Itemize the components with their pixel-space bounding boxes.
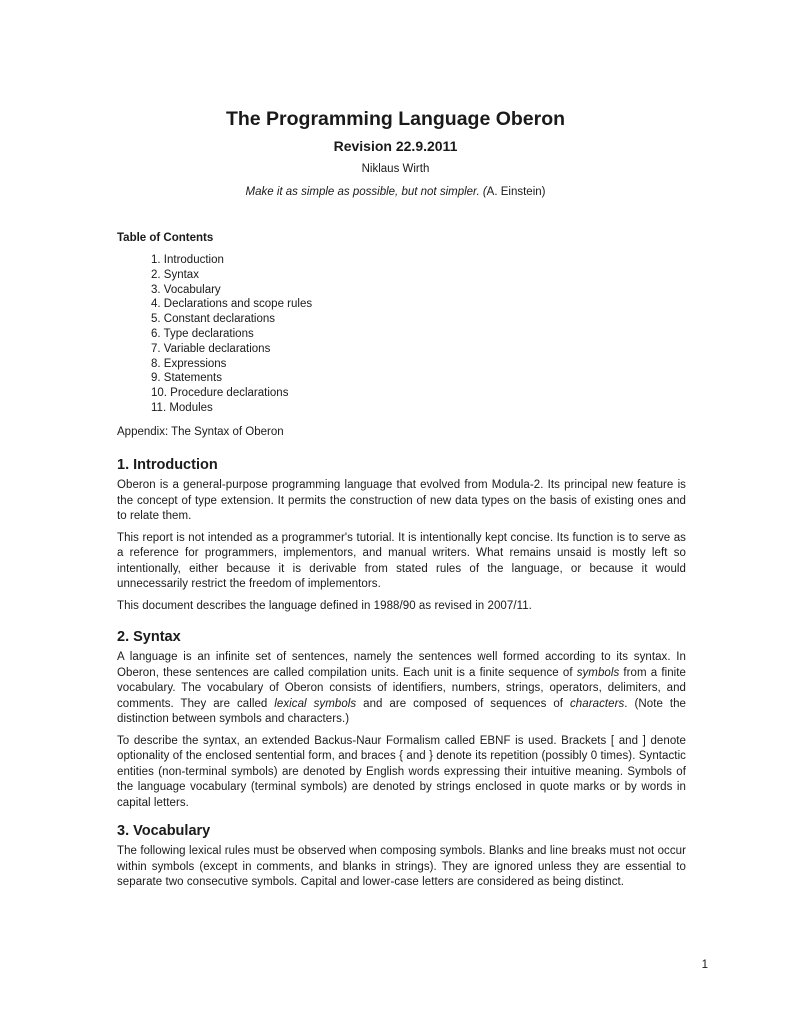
toc-heading: Table of Contents xyxy=(117,232,214,244)
document-author: Niklaus Wirth xyxy=(361,163,430,175)
paragraph: This report is not intended as a programmer's tutorial. It is intentionally kept concise. Its function is to serve as a reference for programmers, implementors, and manual writers. What remains unsaid is mostly left so intentionally, either because it is derivable from stated rules of the language, or because it would unnecessarily restrict the freedom of implementors. xyxy=(117,531,686,590)
paragraph xyxy=(117,650,686,728)
toc-item: 5. Constant declarations xyxy=(151,313,276,326)
emphasis-characters: characters xyxy=(570,697,625,710)
toc-item: 6. Type declarations xyxy=(151,327,254,340)
paragraph: The following lexical rules must be observed when composing symbols. Blanks and line breaks must not occur within symbols (except in comments, and blanks in strings). They are ignored unless they are essential to separate two consecutive symbols. Capital and lower-case letters are considered as being distinct. xyxy=(117,845,686,888)
text-run: A language is an infinite set of sentences, namely the sentences well formed according to its syntax. In Oberon, these sentences are called compilation units. Each unit is a finite sequence of xyxy=(117,651,686,679)
paragraph: This document describes the language defined in 1988/90 as revised in 2007/11. xyxy=(117,599,532,612)
toc-appendix: Appendix: The Syntax of Oberon xyxy=(117,426,284,438)
document-revision: Revision 22.9.2011 xyxy=(333,138,458,154)
toc-item: 4. Declarations and scope rules xyxy=(151,298,313,311)
epigraph xyxy=(0,185,791,200)
section-introduction xyxy=(117,456,686,620)
toc-list xyxy=(151,253,312,416)
page-number: 1 xyxy=(701,959,708,971)
section-syntax xyxy=(117,628,686,817)
toc-item: 10. Procedure declarations xyxy=(151,387,289,400)
toc-item: 9. Statements xyxy=(151,372,222,385)
paragraph: To describe the syntax, an extended Backus-Naur Formalism called EBNF is used. Brackets [ and ] denote optionality of the enclosed sentential form, and braces { and } denote its repetition (possibly 0 times). Syntactic entities (non-terminal symbols) are denoted by English words expressing their intuitive meaning. Symbols of the language vocabulary (terminal symbols) are denoted by strings enclosed in quote marks or by words in capital letters. xyxy=(117,734,686,809)
toc-item: 2. Syntax xyxy=(151,268,199,281)
text-run: from a finite vocabulary. The vocabulary of Oberon consists of identifiers, numbers, strings, operators, delimiters, and comments. They are called xyxy=(117,666,686,710)
toc-item: 7. Variable declarations xyxy=(151,342,271,355)
section-heading: 2. Syntax xyxy=(117,629,181,645)
section-heading: 3. Vocabulary xyxy=(117,823,211,839)
section-vocabulary xyxy=(117,822,686,897)
emphasis-lexical-symbols: lexical symbols xyxy=(274,697,357,710)
toc-item: 11. Modules xyxy=(151,401,213,414)
paragraph: Oberon is a general-purpose programming language that evolved from Modula-2. Its principal new feature is the concept of type extension. It permits the construction of new data types on the basis of existing ones and to relate them. xyxy=(117,479,686,522)
document-title: The Programming Language Oberon xyxy=(225,108,566,130)
emphasis-symbols: symbols xyxy=(576,666,620,679)
epigraph-quote: Make it as simple as possible, but not simpler. ( xyxy=(245,186,487,198)
toc-item: 3. Vocabulary xyxy=(151,283,221,296)
section-heading: 1. Introduction xyxy=(117,457,218,473)
toc-item: 1. Introduction xyxy=(151,254,224,266)
text-run: . (Note the distinction between symbols and characters.) xyxy=(117,697,686,725)
epigraph-attribution: A. Einstein) xyxy=(486,186,546,198)
toc-item: 8. Expressions xyxy=(151,357,227,370)
text-run: and are composed of sequences of xyxy=(356,697,570,710)
